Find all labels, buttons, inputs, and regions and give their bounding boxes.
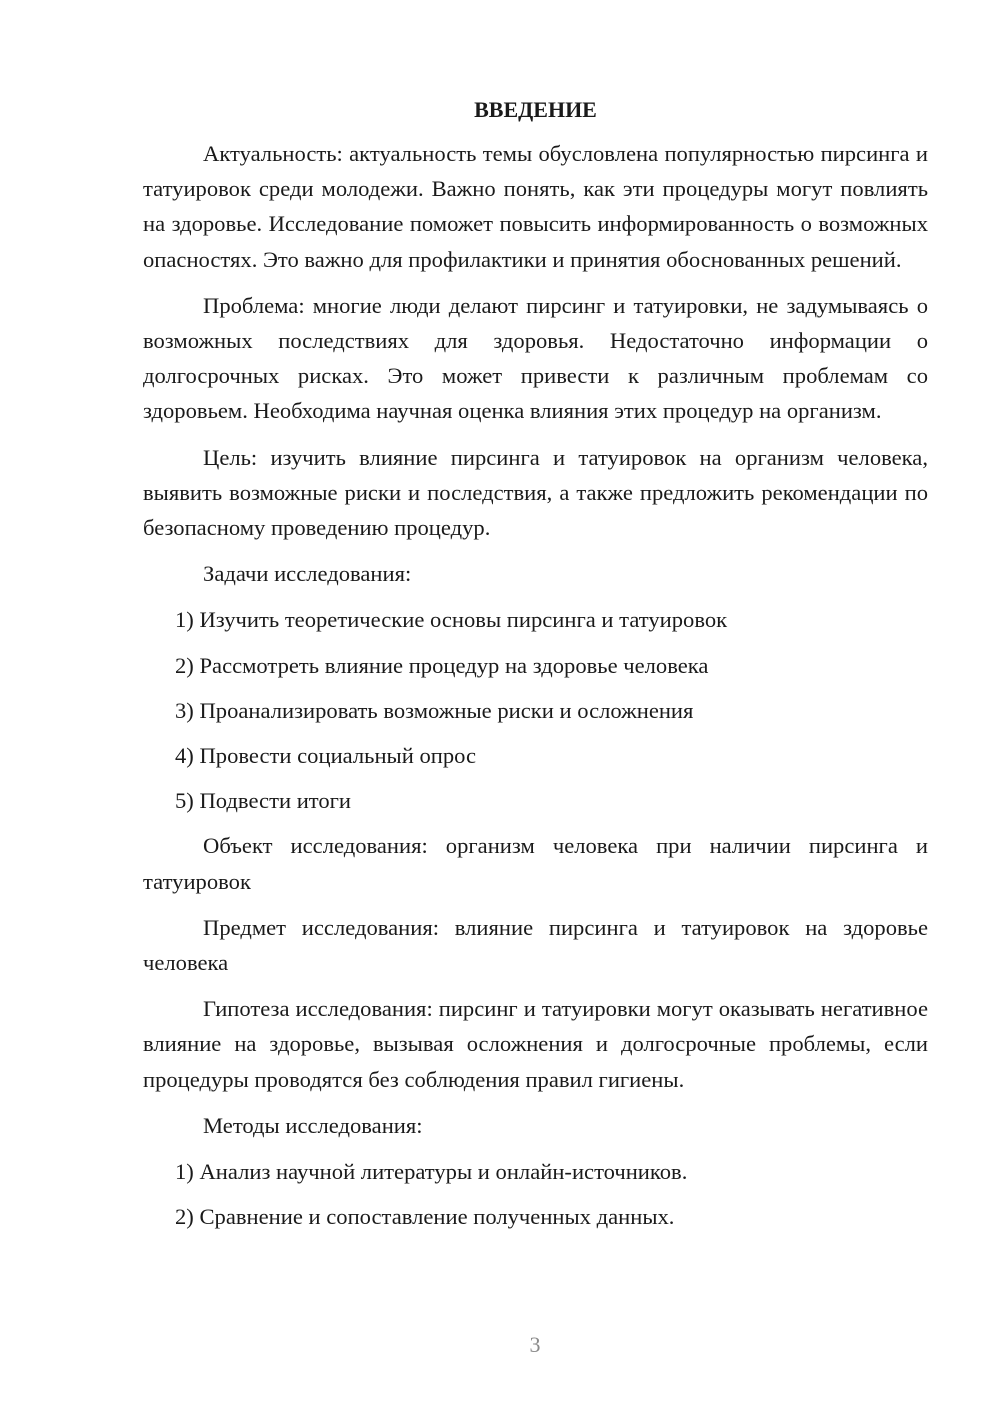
- page-title: ВВЕДЕНИЕ: [474, 97, 597, 122]
- problem-paragraph: Проблема: многие люди делают пирсинг и татуировки, не задумываясь о возможных последствиях для здоровья. Недостаточно информации о долгосрочных рисках. Это может привести к различным проблемам со здоровьем. Необходима научная оценка влияния этих процедур на организм.: [143, 292, 928, 424]
- methods-heading: Методы исследования:: [203, 1112, 423, 1138]
- hypothesis-paragraph: Гипотеза исследования: пирсинг и татуировки могут оказывать негативное влияние на здоровье, вызывая осложнения и долгосрочные проблемы, если процедуры проводятся без соблюдения правил гигиены.: [143, 996, 928, 1092]
- tasks-heading: Задачи исследования:: [203, 561, 412, 587]
- task-item: 1) Изучить теоретические основы пирсинга и татуировок: [175, 607, 728, 633]
- task-item: 3) Проанализировать возможные риски и осложнения: [175, 697, 694, 723]
- object-paragraph: Объект исследования: организм человека при наличии пирсинга и татуировок: [143, 833, 928, 894]
- task-item: 5) Подвести итоги: [175, 788, 352, 814]
- method-item: 1) Анализ научной литературы и онлайн-источников.: [175, 1159, 688, 1185]
- subject-paragraph: Предмет исследования: влияние пирсинга и татуировок на здоровье человека: [143, 914, 928, 976]
- page-number: 3: [529, 1332, 541, 1357]
- page-content: [143, 95, 928, 1244]
- task-item: 2) Рассмотреть влияние процедур на здоровье человека: [175, 652, 709, 678]
- task-item: 4) Провести социальный опрос: [175, 743, 477, 769]
- relevance-paragraph: Актуальность: актуальность темы обусловлена популярностью пирсинга и татуировок среди молодежи. Важно понять, как эти процедуры могут повлиять на здоровье. Исследование поможет повысить информированность о возможных опасностях. Это важно для профилактики и принятия обоснованных решений.: [143, 141, 928, 272]
- method-item: 2) Сравнение и сопоставление полученных данных.: [175, 1204, 675, 1230]
- goal-paragraph: Цель: изучить влияние пирсинга и татуировок на организм человека, выявить возможные риски и последствия, а также предложить рекомендации по безопасному проведению процедур.: [143, 444, 928, 541]
